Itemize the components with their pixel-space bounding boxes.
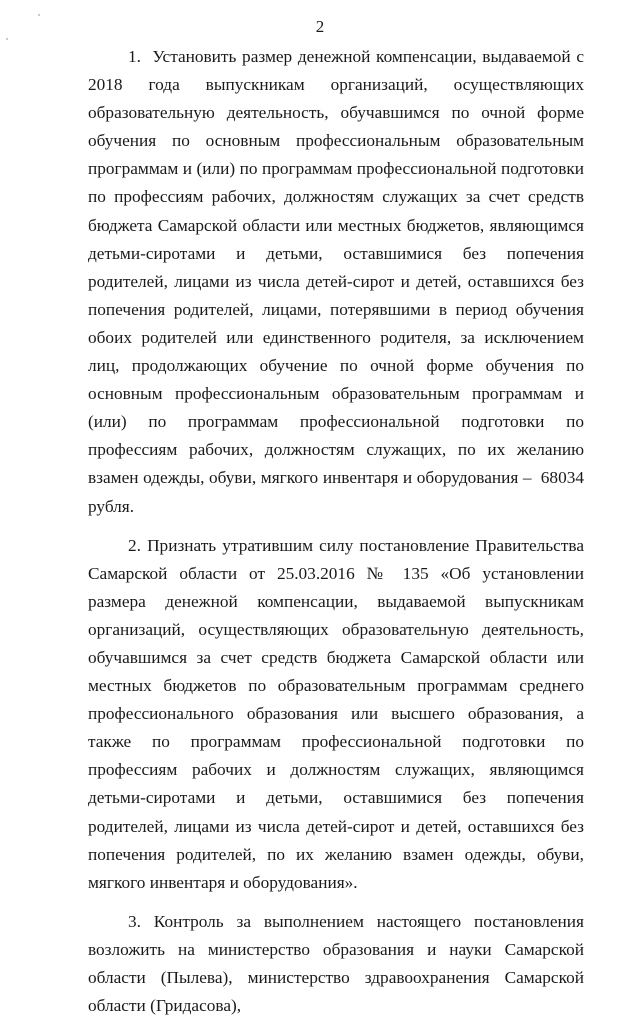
scan-dust-mark: [6, 38, 8, 40]
paragraph-item-3: 3. Контроль за выполнением настоящего постановления возложить на министерство образования и науки Самарской области (Пылева), министерство здравоохранения Самарской области (Гридасова),: [88, 911, 584, 1016]
page-number: 2: [315, 17, 325, 36]
paragraph-item-1: 1. Установить размер денежной компенсации, выдаваемой с 2018 года выпускникам организаций, осуществляющих образовательную деятельность, обучавшимся по очной форме обучения по основным профессиональным образовательным программам и (или) по программам профессиональной подготовки по профессиям рабочих, должностям служащих за счет средств бюджета Самарской области или местных бюджетов, являющимся детьми-сиротами и детьми, оставшимися без попечения родителей, лицами из числа детей-сирот и детей, оставшихся без попечения родителей, лицами, потерявшими в период обучения обоих родителей или единственного родителя, за исключением лиц, продолжающих обучение по очной форме обучения по основным профессиональным образовательным программам и (или) по программам профессиональной подготовки по профессиям рабочих, должностям служащих, по их желанию взамен одежды, обуви, мягкого инвентаря и оборудования – 68034 рубля.: [88, 47, 584, 516]
scan-dust-mark: [38, 14, 40, 16]
paragraph-item-2: 2. Признать утратившим силу постановление Правительства Самарской области от 25.03.2016 № 135 «Об установлении размера денежной компенсации, выдаваемой выпускникам организаций, осуществляющих образовательную деятельность, обучавшимся за счет средств бюджета Самарской области или местных бюджетов по образовательным программам среднего профессионального образования или высшего образования, а также по программам профессиональной подготовки по профессиям рабочих и должностям служащих, являющимся детьми-сиротами и детьми, оставшимися без попечения родителей, лицами из числа детей-сирот и детей, оставшихся без попечения родителей, по их желанию взамен одежды, обуви, мягкого инвентаря и оборудования».: [88, 535, 584, 892]
document-body: [88, 43, 584, 1020]
